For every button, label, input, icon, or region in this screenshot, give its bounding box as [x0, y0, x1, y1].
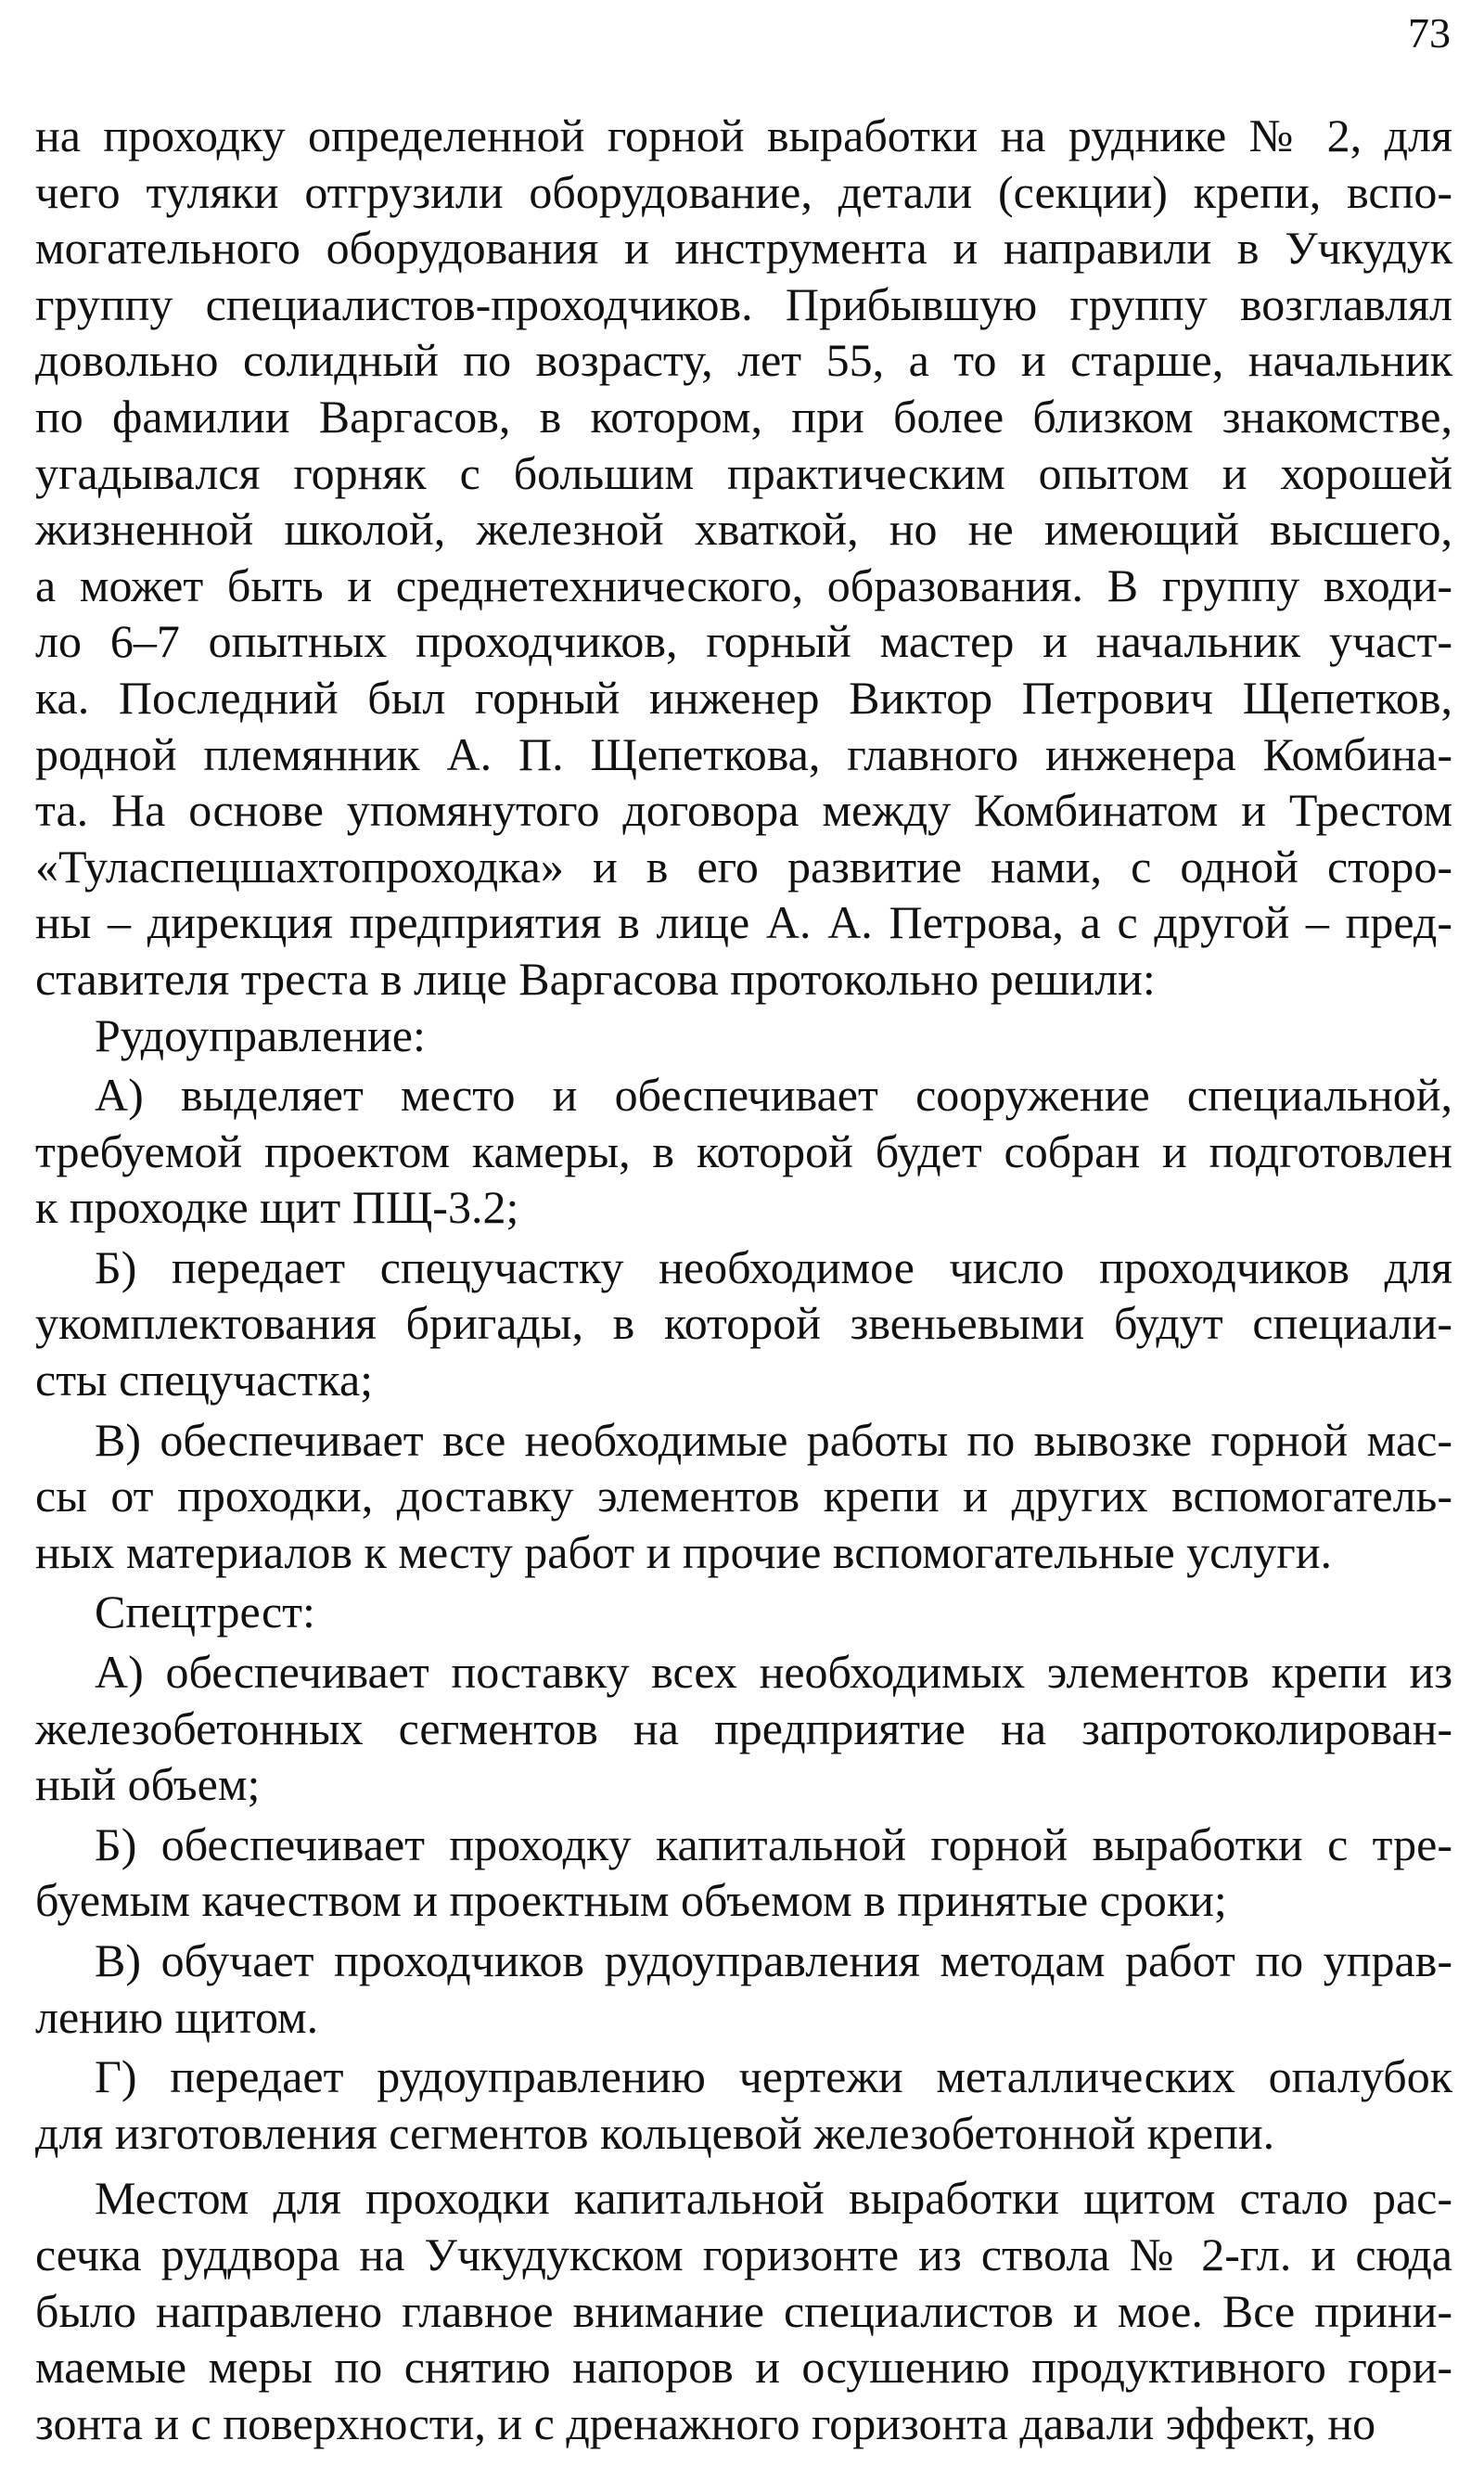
text-line: ных материалов к месту работ и прочие вспомогательные услуги.	[35, 1525, 1333, 1578]
paragraph	[35, 1412, 1452, 1581]
paragraph	[35, 1933, 1452, 2045]
text-line: жизненной школой, железной хваткой, но не имеющий высшего,	[35, 503, 1452, 556]
text-line: ка. Последний был горный инженер Виктор Петрович Щепетков,	[35, 671, 1452, 724]
text-line: Б) передает спецучастку необходимое число проходчиков для	[95, 1240, 1452, 1293]
text-line: «Туласпецшахтопроходка» и в его развитие нами, с одной сторо-	[35, 840, 1452, 893]
text-line: Г) передает рудоуправлению чертежи металлических опалубок	[95, 2050, 1452, 2103]
text-line: могательного оборудования и инструмента и направили в Учкудук	[35, 222, 1452, 275]
text-line: сы от проходки, доставку элементов крепи и других вспомогатель-	[35, 1470, 1452, 1522]
text-line: к проходке щит ПЩ-3.2;	[35, 1181, 519, 1234]
text-line: сты спецучастка;	[35, 1354, 374, 1406]
text-line: А) обеспечивает поставку всех необходимых элементов крепи из	[95, 1646, 1452, 1699]
text-line: зонта и с поверхности, и с дренажного горизонта давали эффект, но	[35, 2396, 1376, 2449]
text-line: Спецтрест:	[95, 1586, 315, 1638]
text-line: Местом для проходки капитальной выработки щитом стало рас-	[95, 2172, 1452, 2225]
text-line: требуемой проектом камеры, в которой будет собран и подготовлен	[35, 1124, 1452, 1177]
page-number: 73	[1408, 9, 1451, 57]
text-line: лению щитом.	[35, 1990, 319, 2043]
text-line: родной племянник А. П. Щепеткова, главного инженера Комбина-	[35, 727, 1452, 780]
paragraph	[35, 1584, 1452, 1640]
paragraph	[35, 108, 1452, 1008]
paragraph	[35, 1644, 1452, 1813]
paragraph	[35, 1067, 1452, 1236]
text-line: на проходку определенной горной выработки на руднике № 2, для	[35, 109, 1452, 161]
text-line: та. На основе упомянутого договора между Комбинатом и Трестом	[35, 784, 1452, 837]
text-line: угадывался горняк с большим практическим опытом и хорошей	[35, 446, 1452, 499]
text-line: ставителя треста в лице Варгасова протокольно решили:	[35, 952, 1156, 1005]
paragraph	[35, 2170, 1452, 2451]
text-line: В) обеспечивает все необходимые работы по вывозке горной мас-	[95, 1413, 1452, 1466]
paragraph	[35, 1817, 1452, 1929]
paragraph	[35, 1239, 1452, 1408]
paragraph	[35, 2049, 1452, 2161]
text-line: укомплектования бригады, в которой звеньевыми будут специали-	[35, 1297, 1452, 1350]
text-line: довольно солидный по возрасту, лет 55, а то и старше, начальник	[35, 334, 1452, 387]
text-line: Рудоуправление:	[95, 1008, 426, 1061]
text-line: группу специалистов-проходчиков. Прибывшую группу возглавлял	[35, 277, 1452, 330]
text-line: по фамилии Варгасов, в котором, при более близком знакомстве,	[35, 390, 1452, 443]
text-line: В) обучает проходчиков рудоуправления методам работ по управ-	[95, 1934, 1452, 1986]
text-line: для изготовления сегментов кольцевой железобетонной крепи.	[35, 2106, 1275, 2159]
text-line: Б) обеспечивает проходку капитальной горной выработки с тре-	[95, 1817, 1452, 1870]
text-line: а может быть и среднетехнического, образования. В группу входи-	[35, 559, 1452, 611]
text-line: было направлено главное внимание специалистов и мое. Все прини-	[35, 2284, 1452, 2337]
document-body	[35, 108, 1452, 2455]
text-line: сечка руддвора на Учкудукском горизонте из ствола № 2-гл. и сюда	[35, 2228, 1452, 2280]
text-line: ный объем;	[35, 1758, 261, 1811]
paragraph	[35, 1008, 1452, 1064]
text-line: ны – дирекция предприятия в лице А. А. Петрова, а с другой – пред-	[35, 896, 1452, 949]
text-line: железобетонных сегментов на предприятие на запротоколирован-	[35, 1702, 1452, 1754]
text-line: буемым качеством и проектным объемом в принятые сроки;	[35, 1874, 1227, 1927]
text-line: ло 6–7 опытных проходчиков, горный мастер и начальник участ-	[35, 615, 1452, 668]
text-line: А) выделяет место и обеспечивает сооружение специальной,	[95, 1069, 1452, 1122]
text-line: маемые меры по снятию напоров и осушению продуктивного гори-	[35, 2341, 1452, 2394]
text-line: чего туляки отгрузили оборудование, детали (секции) крепи, вспо-	[35, 165, 1452, 218]
